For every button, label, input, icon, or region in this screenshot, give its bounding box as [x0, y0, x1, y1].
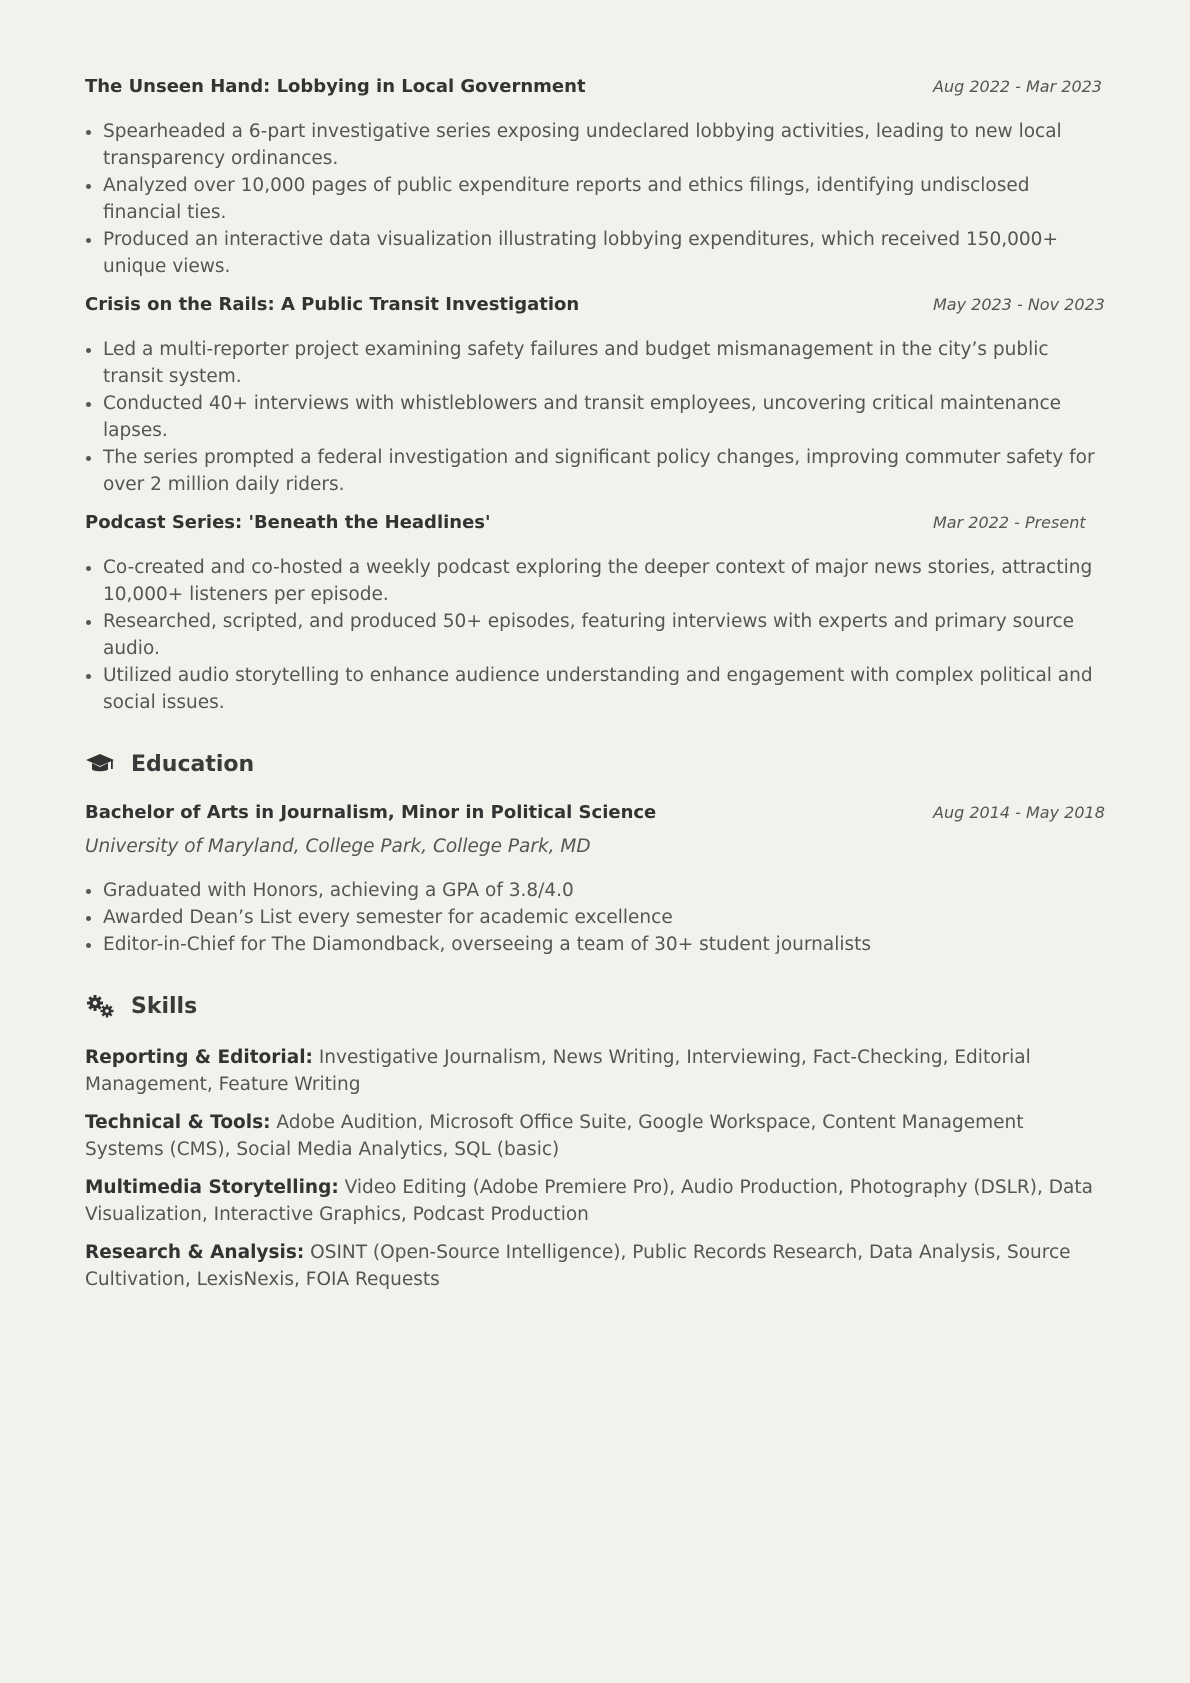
skill-label: Multimedia Storytelling:	[85, 1177, 339, 1198]
list-item: • Led a multi-reporter project examining safety failures and budget mismanagement in the city’s public transit system.	[103, 336, 1105, 390]
list-item: • Spearheaded a 6-part investigative series exposing undeclared lobbying activities, leading to new local transparency ordinances.	[103, 118, 1105, 172]
skill-value: Adobe Audition, Microsoft Office Suite, Google Workspace, Content Management Systems (CMS), Social Media Analytics, SQL (basic)	[85, 1112, 1024, 1160]
education-bullets	[85, 877, 1105, 958]
resume-page	[85, 76, 1105, 1304]
project-bullets	[85, 118, 1105, 280]
list-item: • Awarded Dean’s List every semester for academic excellence	[103, 904, 1105, 931]
project-date: Mar 2022 - Present	[933, 513, 1086, 532]
skill-row	[85, 1174, 1105, 1228]
degree-title: Bachelor of Arts in Journalism, Minor in Political Science	[85, 802, 657, 823]
project-header	[85, 76, 1105, 106]
skill-label: Research & Analysis:	[85, 1242, 305, 1263]
skill-row	[85, 1044, 1105, 1098]
section-title: Skills	[131, 993, 198, 1019]
skill-value: Investigative Journalism, News Writing, Interviewing, Fact-Checking, Editorial Management, Feature Writing	[85, 1047, 1031, 1095]
project-entry	[85, 512, 1105, 716]
skills-section-header	[85, 988, 1105, 1024]
graduation-cap-icon	[85, 752, 115, 776]
project-bullets	[85, 554, 1105, 716]
project-title: The Unseen Hand: Lobbying in Local Government	[85, 76, 586, 97]
skill-row	[85, 1239, 1105, 1293]
skill-row	[85, 1109, 1105, 1163]
project-title: Crisis on the Rails: A Public Transit Investigation	[85, 294, 580, 315]
gears-icon	[85, 994, 115, 1018]
skill-value: OSINT (Open-Source Intelligence), Public Records Research, Data Analysis, Source Cultivation, LexisNexis, FOIA Requests	[85, 1242, 1071, 1290]
list-item: • Analyzed over 10,000 pages of public expenditure reports and ethics filings, identifying undisclosed financial ties.	[103, 172, 1105, 226]
project-header	[85, 512, 1105, 542]
project-entry	[85, 294, 1105, 498]
project-entry	[85, 76, 1105, 280]
school-name: University of Maryland, College Park, College Park, MD	[85, 836, 591, 857]
education-header	[85, 802, 1105, 832]
project-header	[85, 294, 1105, 324]
list-item: • Produced an interactive data visualization illustrating lobbying expenditures, which received 150,000+ unique views.	[103, 226, 1105, 280]
project-date: May 2023 - Nov 2023	[933, 295, 1105, 314]
skills-list	[85, 1044, 1105, 1293]
skill-value: Video Editing (Adobe Premiere Pro), Audio Production, Photography (DSLR), Data Visualization, Interactive Graphics, Podcast Production	[85, 1177, 1093, 1225]
project-date: Aug 2022 - Mar 2023	[933, 77, 1102, 96]
skill-label: Technical & Tools:	[85, 1112, 271, 1133]
list-item: • Editor-in-Chief for The Diamondback, overseeing a team of 30+ student journalists	[103, 931, 1105, 958]
list-item: • The series prompted a federal investigation and significant policy changes, improving commuter safety for over 2 million daily riders.	[103, 444, 1105, 498]
section-title: Education	[131, 751, 255, 777]
list-item: • Co-created and co-hosted a weekly podcast exploring the deeper context of major news stories, attracting 10,000+ listeners per episode.	[103, 554, 1105, 608]
education-entry	[85, 802, 1105, 958]
education-section-header	[85, 746, 1105, 782]
project-title: Podcast Series: 'Beneath the Headlines'	[85, 512, 491, 533]
project-bullets	[85, 336, 1105, 498]
list-item: • Graduated with Honors, achieving a GPA of 3.8/4.0	[103, 877, 1105, 904]
skill-label: Reporting & Editorial:	[85, 1047, 313, 1068]
list-item: • Conducted 40+ interviews with whistleblowers and transit employees, uncovering critical maintenance lapses.	[103, 390, 1105, 444]
list-item: • Researched, scripted, and produced 50+ episodes, featuring interviews with experts and primary source audio.	[103, 608, 1105, 662]
education-date: Aug 2014 - May 2018	[933, 803, 1105, 822]
list-item: • Utilized audio storytelling to enhance audience understanding and engagement with complex political and social issues.	[103, 662, 1105, 716]
